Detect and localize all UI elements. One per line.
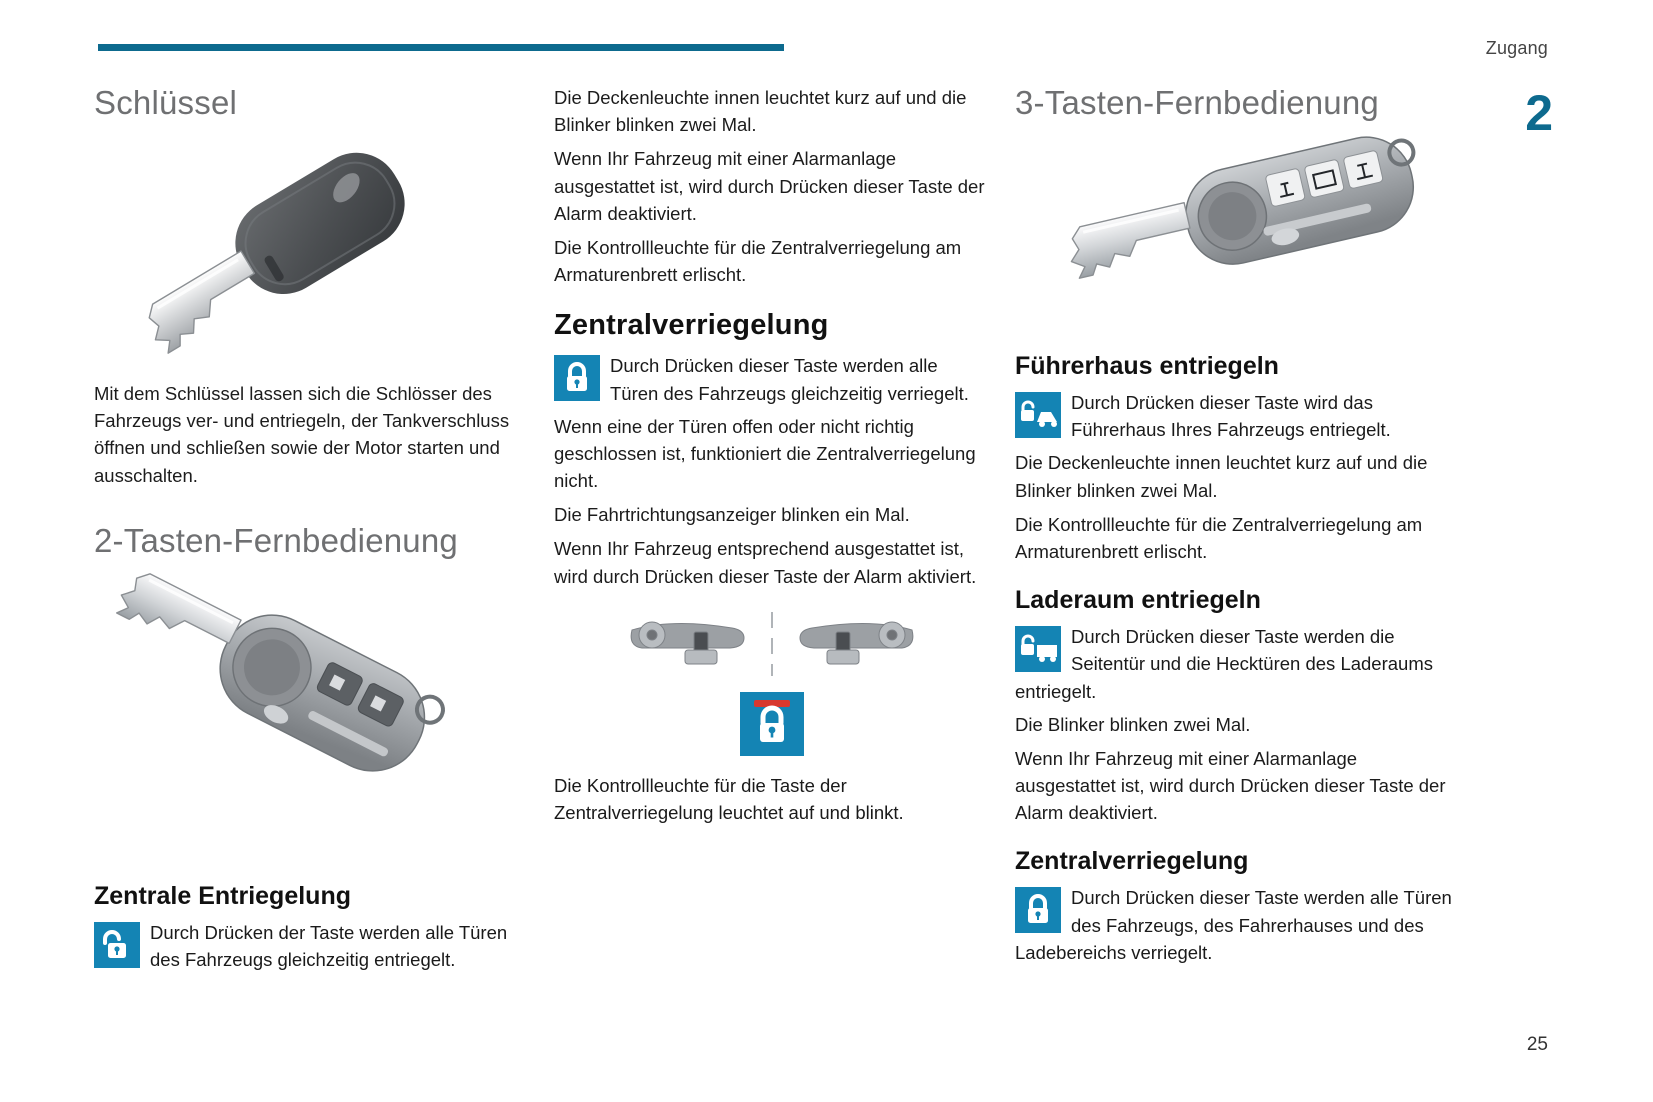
central-unlock-text: Durch Drücken der Taste werden alle Türen des Fahrzeugs gleichzeitig entriegelt. — [150, 921, 508, 970]
lock-line-2: Die Fahrtrichtungsanzeiger blinken ein Mal. — [554, 504, 910, 526]
cargo-line-1: Die Blinker blinken zwei Mal. — [1015, 713, 1251, 735]
key-description: Mit dem Schlüssel lassen sich die Schlösser des Fahrzeugs ver- und entriegeln, der Tankverschluss öffnen und schließen sowie der Motor starten und ausschalten. — [94, 383, 510, 486]
heading-central-locking-mid: Zentralverriegelung — [554, 309, 829, 342]
heading-cab-unlock: Führerhaus entriegeln — [1015, 352, 1279, 380]
indicator-lights-illustration — [622, 608, 922, 678]
heading-central-locking-right: Zentralverriegelung — [1015, 847, 1249, 876]
chapter-label: Zugang — [1485, 38, 1548, 58]
intro-line-2: Wenn Ihr Fahrzeug mit einer Alarmanlage ausgestattet ist, wird durch Drücken dieser Taste der Alarm deaktiviert. — [554, 148, 985, 224]
lock-icon — [1015, 887, 1061, 933]
three-button-remote-illustration — [1015, 132, 1455, 332]
key-illustration — [104, 132, 484, 362]
cargo-unlock-text: Durch Drücken dieser Taste werden die Seitentür und die Hecktüren des Laderaums entriegelt. — [1015, 626, 1433, 702]
central-lock-text: Durch Drücken dieser Taste werden alle Türen des Fahrzeugs gleichzeitig verriegelt. — [610, 355, 969, 404]
cab-line-1: Die Deckenleuchte innen leuchtet kurz auf und die Blinker blinken zwei Mal. — [1015, 452, 1428, 501]
section-title-remote3: 3-Tasten-Fernbedienung — [1015, 84, 1379, 121]
central-lock-block-right — [1015, 884, 1455, 966]
page-title: Schlüssel — [94, 84, 238, 121]
page-number: 25 — [1526, 1034, 1548, 1055]
intro-line-3: Die Kontrollleuchte für die Zentralverriegelung am Armaturenbrett erlischt. — [554, 236, 962, 286]
telltale-caption: Die Kontrollleuchte für die Taste der Zentralverriegelung leuchtet auf und blinkt. — [554, 774, 904, 823]
cargo-unlock-block — [1015, 623, 1455, 705]
two-button-remote-illustration — [84, 570, 504, 870]
header-rule — [98, 44, 784, 51]
lock-telltale-icon — [740, 692, 804, 756]
lock-line-1: Wenn eine der Türen offen oder nicht richtig geschlossen ist, funktioniert die Zentralverriegelung nicht. — [554, 415, 976, 492]
unlock-icon — [94, 922, 140, 968]
central-lock-block — [554, 352, 990, 406]
lock-line-3: Wenn Ihr Fahrzeug entsprechend ausgestattet ist, wird durch Drücken dieser Taste der Alarm aktiviert. — [554, 538, 977, 587]
cab-unlock-block — [1015, 389, 1455, 443]
cargo-unlock-icon — [1015, 626, 1061, 672]
central-lock-text-right: Durch Drücken dieser Taste werden alle Türen des Fahrzeugs, des Fahrerhauses und des Ladebereichs verriegelt. — [1015, 887, 1452, 963]
intro-line-1: Die Deckenleuchte innen leuchtet kurz auf und die Blinker blinken zwei Mal. — [554, 87, 967, 136]
column-middle — [554, 84, 990, 826]
cab-unlock-icon — [1015, 392, 1061, 438]
cab-unlock-text: Durch Drücken dieser Taste wird das Führerhaus Ihres Fahrzeugs entriegelt. — [1071, 392, 1391, 441]
heading-cargo-unlock: Laderaum entriegeln — [1015, 586, 1261, 615]
lock-icon — [554, 355, 600, 401]
heading-central-unlock: Zentrale Entriegelung — [94, 881, 351, 910]
central-unlock-block — [94, 919, 514, 973]
column-right — [1015, 84, 1455, 972]
chapter-number: 2 — [1525, 85, 1553, 141]
section-title-remote2: 2-Tasten-Fernbedienung — [94, 521, 458, 559]
column-left — [94, 84, 514, 979]
cab-line-2: Die Kontrollleuchte für die Zentralverriegelung am Armaturenbrett erlischt. — [1015, 513, 1423, 562]
cargo-line-2: Wenn Ihr Fahrzeug mit einer Alarmanlage ausgestattet ist, wird durch Drücken dieser Taste der Alarm deaktiviert. — [1015, 747, 1446, 824]
